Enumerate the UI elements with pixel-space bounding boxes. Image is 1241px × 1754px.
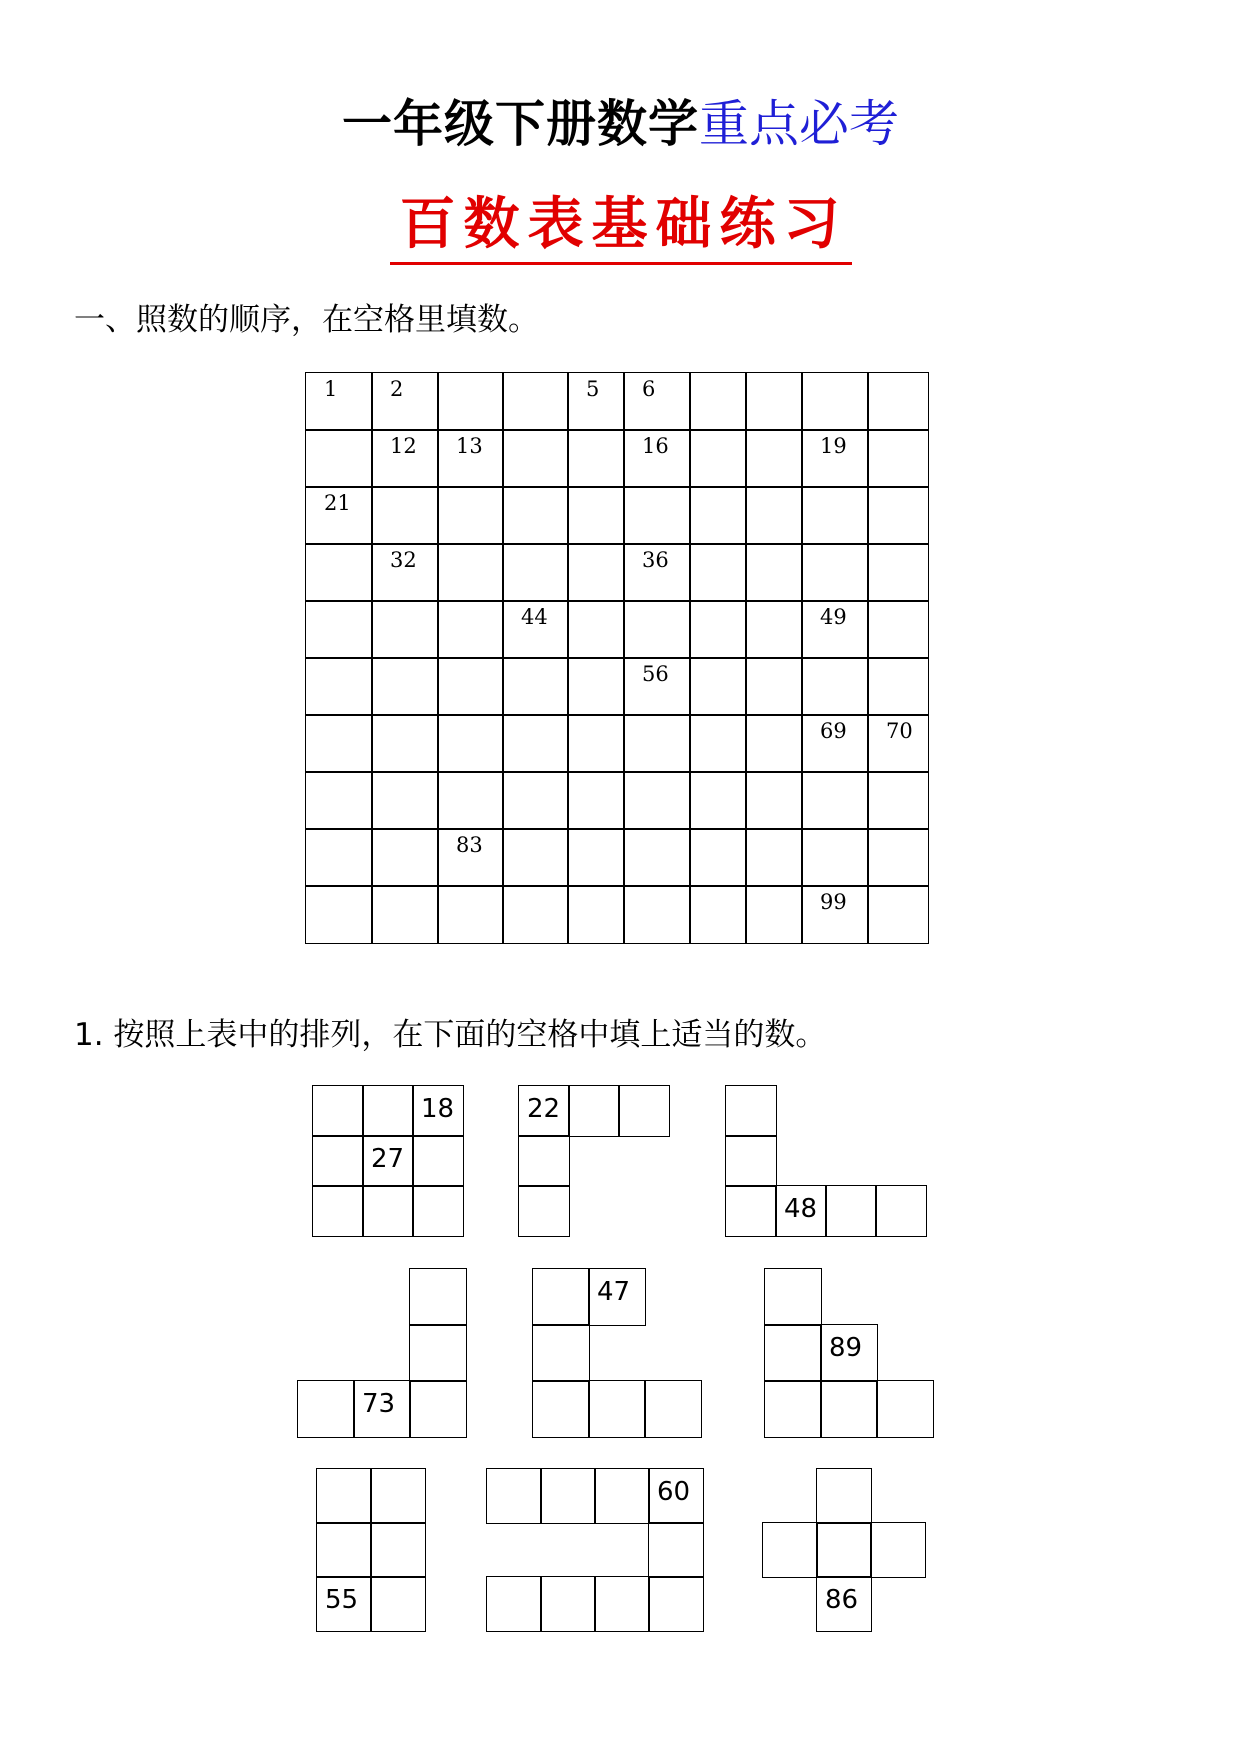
shape-7-cell[interactable] [316,1468,372,1524]
shape-2-cell[interactable] [518,1135,570,1187]
shape-5-cell[interactable] [588,1380,646,1438]
shape-2-cell[interactable] [568,1085,620,1137]
hundred-cell[interactable] [745,771,803,830]
shape-4-cell[interactable] [353,1380,411,1438]
shape-9-cell[interactable] [816,1522,872,1578]
hundred-cell[interactable] [371,372,439,431]
hundred-cell[interactable] [689,429,747,488]
hundred-cell[interactable] [437,600,504,659]
shape-9-cell[interactable] [762,1522,818,1578]
hundred-cell[interactable] [305,771,373,830]
hundred-cell[interactable] [745,657,803,716]
hundred-cell[interactable] [623,372,691,431]
hundred-chart [305,372,927,942]
hundred-cell[interactable] [867,657,929,716]
shape-5-cell[interactable] [532,1268,590,1326]
cell-number: 1 [324,377,338,401]
hundred-cell[interactable] [371,657,439,716]
shape-cell-number: 89 [829,1333,863,1363]
shape-1-cell[interactable] [362,1135,414,1187]
shape-6-cell[interactable] [876,1380,934,1438]
shape-3-cell[interactable] [725,1135,777,1187]
hundred-cell[interactable] [437,885,504,944]
hundred-cell[interactable] [437,714,504,773]
hundred-cell[interactable] [567,714,625,773]
section1-instruction: 一、照数的顺序，在空格里填数。 [74,302,539,338]
page-title [0,92,1241,156]
hundred-cell[interactable] [371,714,439,773]
hundred-cell[interactable] [745,429,803,488]
shape-6-cell[interactable] [820,1380,878,1438]
hundred-cell[interactable] [567,372,625,431]
hundred-cell[interactable] [437,429,504,488]
hundred-cell[interactable] [801,885,869,944]
shape-cell-number: 47 [597,1277,631,1307]
hundred-cell[interactable] [745,885,803,944]
shape-9-cell[interactable] [816,1468,872,1524]
cell-number: 16 [642,434,669,458]
hundred-cell[interactable] [567,828,625,887]
section2-instruction: 1. 按照上表中的排列，在下面的空格中填上适当的数。 [74,1017,827,1053]
shape-6-cell[interactable] [764,1268,822,1326]
hundred-cell[interactable] [867,486,929,545]
hundred-cell[interactable] [305,486,373,545]
hundred-cell[interactable] [745,600,803,659]
hundred-cell[interactable] [801,429,869,488]
hundred-cell[interactable] [623,429,691,488]
hundred-cell[interactable] [502,771,569,830]
shape-1-cell[interactable] [412,1185,464,1237]
hundred-cell[interactable] [305,429,373,488]
hundred-cell[interactable] [567,429,625,488]
cell-number: 83 [456,833,483,857]
shape-3-cell[interactable] [825,1185,877,1237]
hundred-cell[interactable] [689,600,747,659]
hundred-cell[interactable] [801,600,869,659]
shape-cell-number: 86 [825,1585,859,1615]
hundred-cell[interactable] [371,429,439,488]
shape-cell-number: 27 [371,1144,405,1174]
hundred-cell[interactable] [437,543,504,602]
cell-number: 6 [642,377,656,401]
hundred-cell[interactable] [567,600,625,659]
hundred-cell[interactable] [567,885,625,944]
shape-8-cell[interactable] [540,1576,596,1632]
hundred-cell[interactable] [371,486,439,545]
shape-1-cell[interactable] [412,1085,464,1137]
hundred-cell[interactable] [371,543,439,602]
hundred-cell[interactable] [745,486,803,545]
hundred-cell[interactable] [801,657,869,716]
hundred-cell[interactable] [502,714,569,773]
hundred-cell[interactable] [689,486,747,545]
hundred-cell[interactable] [801,828,869,887]
shape-cell-number: 48 [784,1194,818,1224]
shape-8-cell[interactable] [540,1468,596,1524]
hundred-cell[interactable] [502,885,569,944]
page-subtitle [0,190,1241,265]
hundred-cell[interactable] [689,372,747,431]
hundred-cell[interactable] [305,885,373,944]
shape-7-cell[interactable] [370,1468,426,1524]
hundred-cell[interactable] [502,372,569,431]
hundred-cell[interactable] [437,486,504,545]
shape-5-cell[interactable] [588,1268,646,1326]
shape-8-cell[interactable] [648,1468,704,1524]
shape-8-cell[interactable] [648,1576,704,1632]
hundred-cell[interactable] [867,600,929,659]
hundred-cell[interactable] [867,771,929,830]
shape-4-cell[interactable] [409,1380,467,1438]
shape-2-cell[interactable] [518,1085,570,1137]
shape-1-cell[interactable] [362,1085,414,1137]
shape-8-cell[interactable] [648,1522,704,1578]
hundred-cell[interactable] [745,828,803,887]
shape-7-cell[interactable] [316,1522,372,1578]
cell-number: 49 [820,605,847,629]
shape-7-cell[interactable] [316,1576,372,1632]
hundred-cell[interactable] [305,543,373,602]
hundred-cell[interactable] [623,771,691,830]
shape-5-cell[interactable] [644,1380,702,1438]
hundred-cell[interactable] [437,372,504,431]
hundred-cell[interactable] [502,429,569,488]
hundred-cell[interactable] [502,828,569,887]
subtitle-text: 百数表基础练习 [390,190,852,265]
shape-5-cell[interactable] [532,1380,590,1438]
hundred-cell[interactable] [623,486,691,545]
hundred-cell[interactable] [689,543,747,602]
hundred-cell[interactable] [623,657,691,716]
shape-9-cell[interactable] [870,1522,926,1578]
title-highlight: 重点必考 [699,95,899,153]
hundred-cell[interactable] [502,657,569,716]
hundred-cell[interactable] [371,771,439,830]
shape-4-cell[interactable] [409,1324,467,1382]
hundred-cell[interactable] [623,885,691,944]
shape-cell-number: 22 [527,1094,561,1124]
hundred-cell[interactable] [305,657,373,716]
hundred-cell[interactable] [623,714,691,773]
hundred-cell[interactable] [371,885,439,944]
shape-6-cell[interactable] [764,1380,822,1438]
shape-8-cell[interactable] [486,1468,542,1524]
hundred-cell[interactable] [801,771,869,830]
shape-cell-number: 73 [362,1389,396,1419]
shape-9-cell[interactable] [816,1576,872,1632]
hundred-cell[interactable] [623,543,691,602]
hundred-cell[interactable] [867,429,929,488]
shape-cell-number: 55 [325,1585,359,1615]
cell-number: 2 [390,377,404,401]
shape-7-cell[interactable] [370,1576,426,1632]
shape-3-cell[interactable] [875,1185,927,1237]
hundred-cell[interactable] [502,486,569,545]
title-main: 一年级下册数学 [342,95,699,153]
cell-number: 12 [390,434,417,458]
shape-1-cell[interactable] [412,1135,464,1187]
shape-2-cell[interactable] [518,1185,570,1237]
hundred-cell[interactable] [437,828,504,887]
hundred-cell[interactable] [305,714,373,773]
shape-1-cell[interactable] [312,1135,364,1187]
shape-4-cell[interactable] [297,1380,355,1438]
cell-number: 70 [886,719,913,743]
hundred-cell[interactable] [567,657,625,716]
hundred-cell[interactable] [567,771,625,830]
hundred-cell[interactable] [623,828,691,887]
hundred-cell[interactable] [867,714,929,773]
shape-3-cell[interactable] [725,1185,777,1237]
hundred-cell[interactable] [867,543,929,602]
cell-number: 44 [521,605,548,629]
hundred-cell[interactable] [689,828,747,887]
hundred-cell[interactable] [867,828,929,887]
hundred-cell[interactable] [305,372,373,431]
shape-cell-number: 18 [421,1094,455,1124]
hundred-cell[interactable] [801,372,869,431]
hundred-cell[interactable] [745,372,803,431]
hundred-cell[interactable] [689,885,747,944]
cell-number: 21 [324,491,351,515]
shape-8-cell[interactable] [486,1576,542,1632]
cell-number: 69 [820,719,847,743]
hundred-cell[interactable] [801,486,869,545]
hundred-cell[interactable] [689,657,747,716]
hundred-cell[interactable] [745,543,803,602]
shape-1-cell[interactable] [312,1185,364,1237]
hundred-cell[interactable] [371,600,439,659]
hundred-cell[interactable] [689,771,747,830]
shape-6-cell[interactable] [820,1324,878,1382]
hundred-cell[interactable] [867,372,929,431]
cell-number: 99 [820,890,847,914]
hundred-cell[interactable] [371,828,439,887]
shape-6-cell[interactable] [764,1324,822,1382]
cell-number: 5 [586,377,600,401]
shape-1-cell[interactable] [312,1085,364,1137]
hundred-cell[interactable] [745,714,803,773]
hundred-cell[interactable] [437,657,504,716]
hundred-cell[interactable] [801,714,869,773]
shape-3-cell[interactable] [775,1185,827,1237]
hundred-cell[interactable] [689,714,747,773]
hundred-cell[interactable] [502,543,569,602]
cell-number: 36 [642,548,669,572]
hundred-cell[interactable] [305,600,373,659]
hundred-cell[interactable] [867,885,929,944]
cell-number: 32 [390,548,417,572]
shape-cell-number: 60 [657,1477,691,1507]
hundred-cell[interactable] [567,543,625,602]
hundred-cell[interactable] [567,486,625,545]
cell-number: 13 [456,434,483,458]
cell-number: 19 [820,434,847,458]
shape-3-cell[interactable] [725,1085,777,1137]
shape-7-cell[interactable] [370,1522,426,1578]
cell-number: 56 [642,662,669,686]
shape-2-cell[interactable] [618,1085,670,1137]
shape-4-cell[interactable] [409,1268,467,1326]
shape-5-cell[interactable] [532,1324,590,1382]
shape-8-cell[interactable] [594,1468,650,1524]
shape-1-cell[interactable] [362,1185,414,1237]
hundred-cell[interactable] [305,828,373,887]
hundred-cell[interactable] [502,600,569,659]
hundred-cell[interactable] [801,543,869,602]
hundred-cell[interactable] [437,771,504,830]
shape-8-cell[interactable] [594,1576,650,1632]
hundred-cell[interactable] [623,600,691,659]
